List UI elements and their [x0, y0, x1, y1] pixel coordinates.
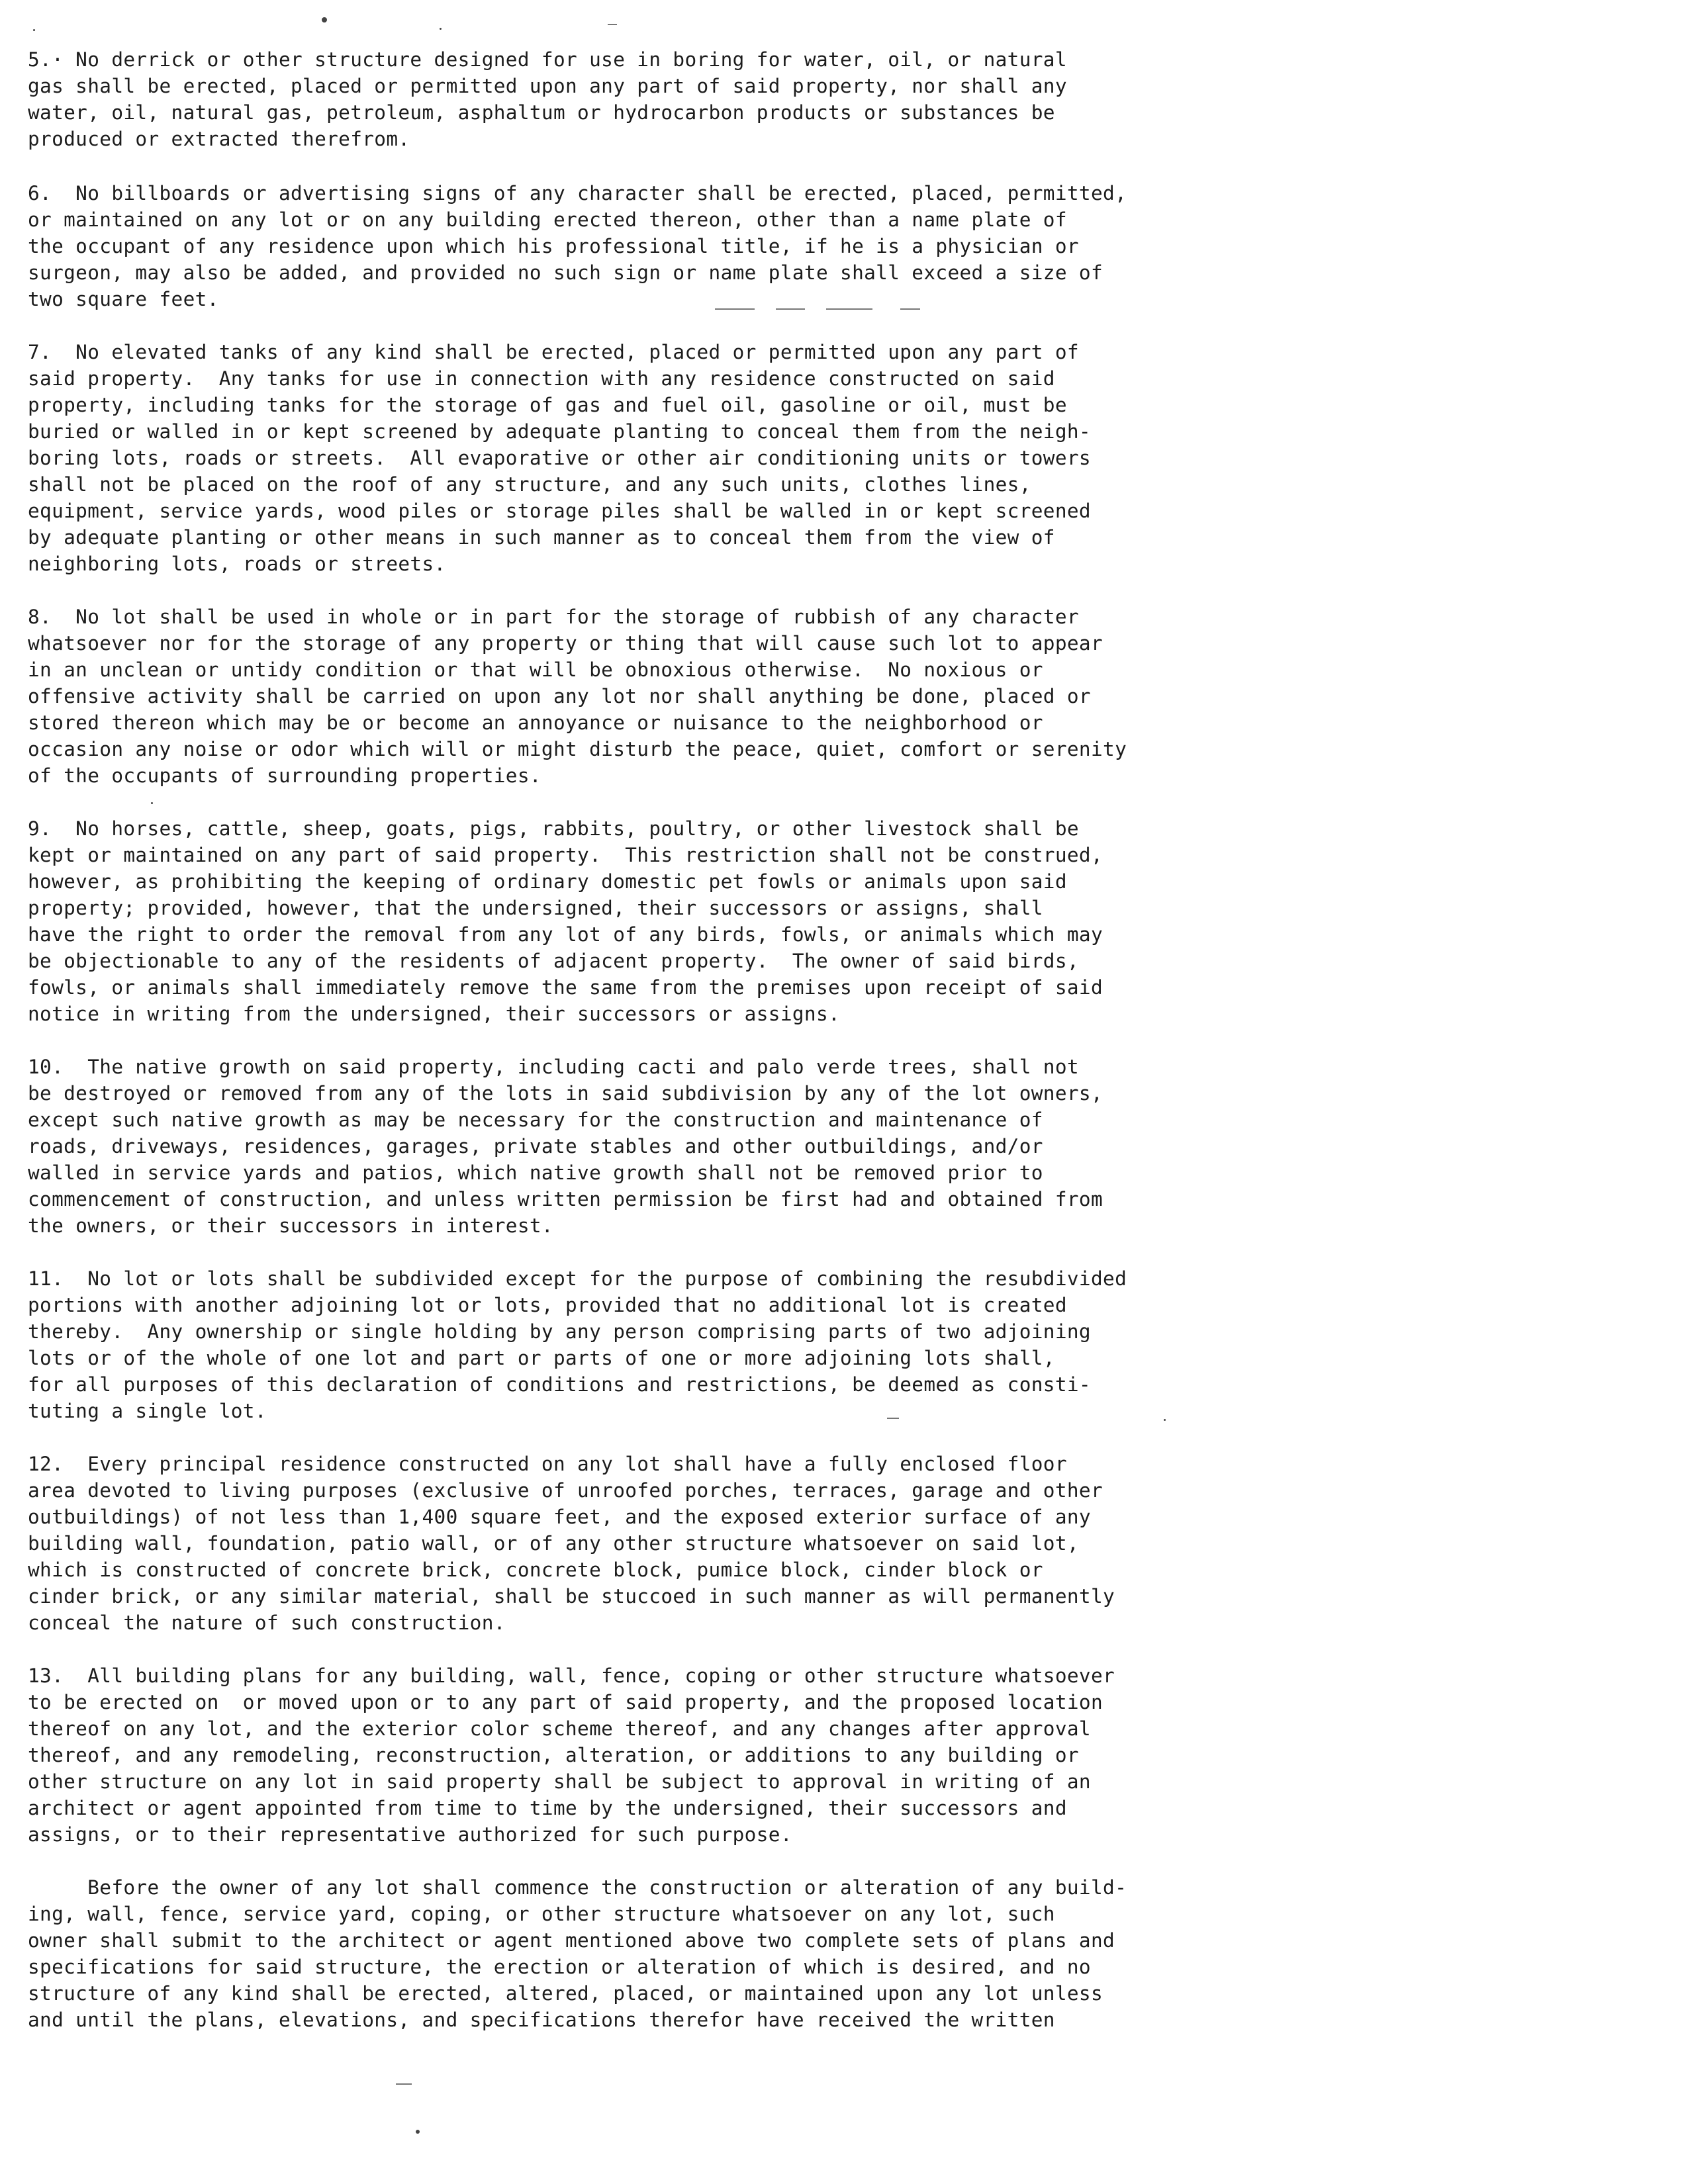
paragraph-13: 13. All building plans for any building, wall, fence, coping or other structure whatsoever to be erected on or moved upon or to any part of said property, and the proposed location thereof on any lot, and the exterior color scheme thereof, and any changes after approval thereof, and any remodeling, reconstruction, alteration, or additions to any building or other structure on any lot in said property shall be subject to approval in writing of an architect or agent appointed from time to time by the undersigned, their successors and assigns, or to their representative authorized for such purpose.	[28, 1664, 1115, 1846]
scan-dash	[608, 24, 617, 25]
scan-dash	[396, 2083, 412, 2085]
scan-speck	[416, 2130, 420, 2134]
paragraph-8: 8. No lot shall be used in whole or in part for the storage of rubbish of any character whatsoever nor for the storage of any property or thing that will cause such lot to appear in an unclean or untidy condition or that will be obnoxious otherwise. No noxious or offensive activity shall be carried on upon any lot nor shall anything be done, placed or stored thereon which may be or become an annoyance or nuisance to the neighborhood or occasion any noise or odor which will or might disturb the peace, quiet, comfort or serenity of the occupants of surrounding properties.	[28, 606, 1127, 787]
scan-speck	[151, 802, 153, 804]
paragraph-10: 10. The native growth on said property, including cacti and palo verde trees, shall not be destroyed or removed from any of the lots in said subdivision by any of the lot owners, except such native growth as may be necessary for the construction and maintenance of roads, driveways, residences, garages, private stables and other outbuildings, and/or walled in service yards and patios, which native growth shall not be removed prior to commencement of construction, and unless written permission be first had and obtained from the owners, or their successors in interest.	[28, 1056, 1103, 1237]
paragraph-13-continuation: Before the owner of any lot shall commence the construction or alteration of any build- ing, wall, fence, service yard, coping, or other structure whatsoever on any lot, such owner shall submit to the architect or agent mentioned above two complete sets of plans and specifications for said structure, the erection or alteration of which is desired, and no structure of any kind shall be erected, altered, placed, or maintained upon any lot unless and until the plans, elevations, and specifications therefor have received the written	[28, 1876, 1127, 2031]
scan-speck	[33, 29, 35, 31]
paragraph-7: 7. No elevated tanks of any kind shall be erected, placed or permitted upon any part of said property. Any tanks for use in connection with any residence constructed on said property, including tanks for the storage of gas and fuel oil, gasoline or oil, must be buried or walled in or kept screened by adequate planting to conceal them from the neigh- boring lots, roads or streets. All evaporative or other air conditioning units or towers shall not be placed on the roof of any structure, and any such units, clothes lines, equipment, service yards, wood piles or storage piles shall be walled in or kept screened by adequate planting or other means in such manner as to conceal them from the view of neighboring lots, roads or streets.	[28, 341, 1091, 575]
paragraph-5: 5.· No derrick or other structure designed for use in boring for water, oil, or natural gas shall be erected, placed or permitted upon any part of said property, nor shall any water, oil, natural gas, petroleum, asphaltum or hydrocarbon products or substances be produced or extracted therefrom.	[28, 48, 1067, 150]
paragraph-6: 6. No billboards or advertising signs of any character shall be erected, placed, permitted, or maintained on any lot or on any building erected thereon, other than a name plate of the occupant of any residence upon which his professional title, if he is a physician or surgeon, may also be added, and provided no such sign or name plate shall exceed a size of two square feet.	[28, 182, 1127, 310]
scan-speck	[440, 28, 442, 30]
scan-speck	[322, 17, 327, 23]
paragraph-12: 12. Every principal residence constructed on any lot shall have a fully enclosed floor area devoted to living purposes (exclusive of unroofed porches, terraces, garage and other outbuildings) of not less than 1,400 square feet, and the exposed exterior surface of any building wall, foundation, patio wall, or of any other structure whatsoever on said lot, which is constructed of concrete brick, concrete block, pumice block, cinder block or cinder brick, or any similar material, shall be stuccoed in such manner as will permanently conceal the nature of such construction.	[28, 1453, 1115, 1634]
paragraph-11: 11. No lot or lots shall be subdivided except for the purpose of combining the resubdivided portions with another adjoining lot or lots, provided that no additional lot is created thereby. Any ownership or single holding by any person comprising parts of two adjoining lots or of the whole of one lot and part or parts of one or more adjoining lots shall, for all purposes of this declaration of conditions and restrictions, be deemed as consti- tuting a single lot.	[28, 1267, 1127, 1422]
paragraph-9: 9. No horses, cattle, sheep, goats, pigs, rabbits, poultry, or other livestock shall be kept or maintained on any part of said property. This restriction shall not be construed, however, as prohibiting the keeping of ordinary domestic pet fowls or animals upon said property; provided, however, that the undersigned, their successors or assigns, shall have the right to order the removal from any lot of any birds, fowls, or animals which may be objectionable to any of the residents of adjacent property. The owner of said birds, fowls, or animals shall immediately remove the same from the premises upon receipt of said notice in writing from the undersigned, their successors or assigns.	[28, 817, 1103, 1025]
